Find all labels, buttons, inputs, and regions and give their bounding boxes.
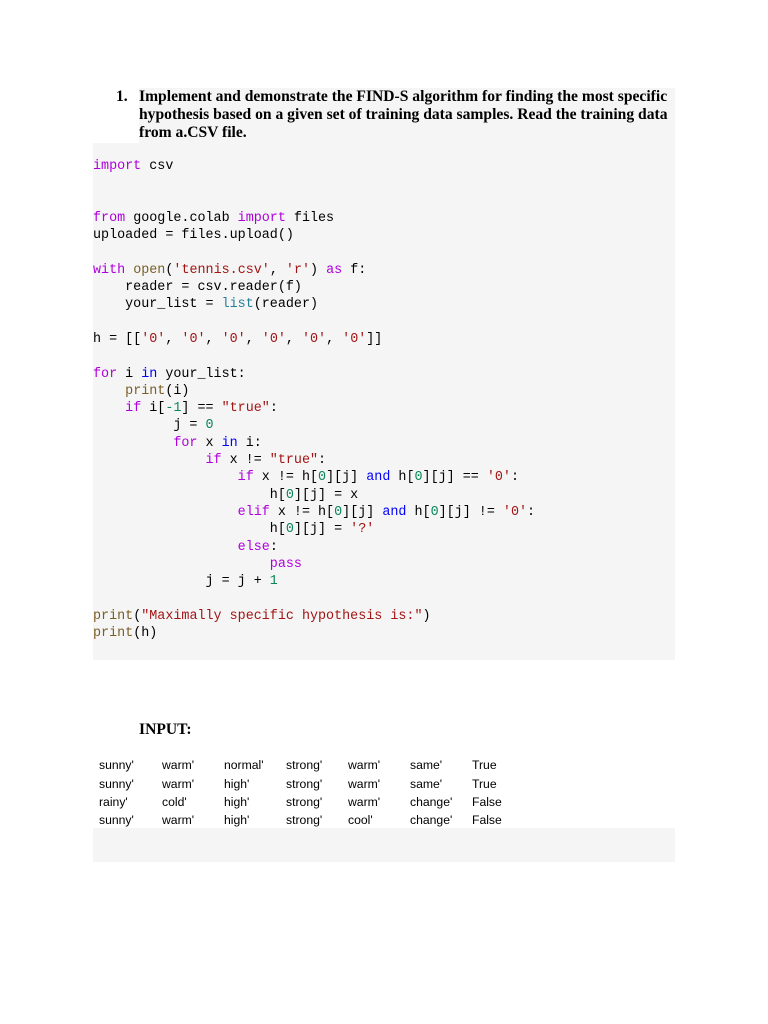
- code-token: and: [382, 504, 407, 520]
- code-token: '0': [486, 470, 511, 486]
- table-cell: high': [224, 776, 250, 791]
- code-token: your_list:: [157, 366, 246, 382]
- code-token: (reader): [253, 297, 319, 313]
- code-token: :: [269, 539, 278, 555]
- code-token: in: [221, 435, 238, 451]
- code-token: files: [285, 210, 335, 226]
- table-cell: False: [472, 813, 502, 828]
- code-token: h[: [93, 522, 286, 538]
- code-token: in: [141, 366, 158, 382]
- code-line: [93, 469, 535, 486]
- code-token: [93, 505, 238, 520]
- code-token: [125, 263, 133, 278]
- table-cell: change': [410, 794, 453, 809]
- code-token: x !=: [221, 453, 270, 469]
- code-line: [93, 348, 535, 365]
- task-number: 1.: [116, 88, 128, 105]
- table-row: [97, 756, 532, 774]
- code-line: [93, 210, 535, 227]
- code-token: :: [527, 504, 536, 520]
- table-cell: warm': [162, 758, 195, 773]
- code-token: ] ==: [181, 401, 222, 417]
- code-token: :: [269, 401, 278, 417]
- code-token: ][j] !=: [438, 504, 503, 520]
- code-token: (i): [165, 383, 190, 399]
- table-cell: same': [410, 758, 443, 773]
- table-cell: warm': [162, 813, 195, 828]
- code-token: ][j]: [326, 470, 367, 486]
- code-token: import: [93, 159, 142, 174]
- code-token: '0': [261, 331, 286, 347]
- code-line: [93, 608, 535, 625]
- code-token: if: [237, 470, 254, 486]
- table-cell: strong': [286, 776, 323, 791]
- code-token: import: [237, 210, 286, 226]
- table-cell: True: [472, 758, 497, 773]
- code-line: [93, 539, 535, 556]
- code-token: list: [221, 297, 254, 313]
- code-token: pass: [269, 556, 302, 572]
- code-block: [93, 158, 535, 642]
- code-line: [93, 279, 535, 296]
- code-line: [93, 158, 535, 175]
- code-token: -1: [165, 401, 182, 417]
- code-token: (: [165, 262, 174, 278]
- code-line: [93, 417, 535, 434]
- code-token: ][j] =: [293, 522, 351, 538]
- code-line: [93, 314, 535, 331]
- code-token: f:: [342, 262, 367, 278]
- table-cell: change': [410, 813, 453, 828]
- code-token: i[: [141, 401, 166, 417]
- code-token: 'r': [285, 262, 311, 278]
- table-row: [97, 793, 532, 811]
- code-line: [93, 193, 535, 210]
- code-token: print: [125, 383, 166, 399]
- code-token: ,: [205, 331, 222, 347]
- code-token: print: [93, 626, 134, 642]
- code-token: [93, 557, 270, 572]
- table-cell: strong': [286, 794, 323, 809]
- code-token: open: [133, 262, 166, 278]
- code-token: for: [173, 435, 198, 451]
- code-line: [93, 435, 535, 452]
- task-description: Implement and demonstrate the FIND-S algorithm for finding the most specific hypothesis based on a given set of training data samples. Read the training data from a.CSV file.: [139, 88, 668, 141]
- code-token: ,: [285, 331, 302, 347]
- code-token: 1: [269, 574, 278, 590]
- code-token: '0': [502, 504, 528, 520]
- code-token: ]]: [366, 331, 383, 347]
- code-token: "Maximally specific hypothesis is:": [141, 608, 423, 624]
- code-line: [93, 296, 535, 313]
- table-cell: True: [472, 776, 497, 791]
- code-token: [93, 453, 206, 468]
- code-token: ,: [165, 331, 182, 347]
- code-token: your_list =: [93, 297, 222, 313]
- code-token: :: [510, 470, 519, 486]
- table-cell: warm': [348, 776, 381, 791]
- code-token: print: [93, 608, 134, 624]
- code-token: for: [93, 366, 118, 382]
- code-token: [93, 540, 238, 555]
- table-cell: same': [410, 776, 443, 791]
- code-token: j = j +: [93, 574, 270, 590]
- table-cell: warm': [348, 758, 381, 773]
- code-token: "true": [269, 453, 319, 469]
- code-token: [93, 401, 125, 416]
- code-token: from: [93, 210, 126, 226]
- code-line: [93, 504, 535, 521]
- code-token: 0: [430, 504, 439, 520]
- code-token: "true": [221, 401, 270, 417]
- code-token: :: [318, 453, 327, 469]
- table-cell: normal': [224, 758, 264, 773]
- table-cell: strong': [286, 758, 323, 773]
- code-line: [93, 521, 535, 538]
- table-cell: warm': [162, 776, 195, 791]
- code-token: ][j]: [342, 504, 383, 520]
- code-line: [93, 331, 535, 348]
- code-line: [93, 366, 535, 383]
- code-token: '0': [301, 331, 327, 347]
- code-token: 0: [285, 522, 294, 538]
- code-line: [93, 244, 535, 261]
- code-token: (: [133, 608, 142, 624]
- code-line: [93, 556, 535, 573]
- code-token: '?': [350, 522, 375, 538]
- table-cell: warm': [348, 794, 381, 809]
- code-token: '0': [342, 331, 367, 347]
- code-token: '0': [141, 331, 166, 347]
- code-token: 0: [334, 504, 343, 520]
- code-token: [93, 436, 173, 451]
- table-cell: high': [224, 813, 250, 828]
- code-token: h[: [93, 487, 286, 503]
- code-line: [93, 400, 535, 417]
- code-token: x != h[: [269, 504, 335, 520]
- code-token: 0: [285, 487, 294, 503]
- table-cell: sunny': [99, 776, 134, 791]
- code-line: [93, 452, 535, 469]
- code-line: [93, 227, 535, 244]
- input-data-table: [97, 756, 532, 830]
- empty-shaded-block: [93, 828, 675, 862]
- code-token: else: [237, 539, 270, 555]
- code-token: if: [205, 453, 222, 469]
- code-token: 'tennis.csv': [173, 262, 270, 278]
- code-token: ,: [269, 262, 286, 278]
- code-token: 0: [318, 470, 327, 486]
- input-heading: INPUT:: [139, 721, 192, 738]
- table-row: [97, 811, 532, 829]
- code-token: 0: [205, 418, 214, 434]
- table-cell: high': [224, 794, 250, 809]
- code-line: [93, 573, 535, 590]
- code-line: [93, 175, 535, 192]
- code-token: ][j] = x: [293, 487, 359, 503]
- code-token: '0': [181, 331, 206, 347]
- code-token: i: [117, 366, 142, 382]
- code-token: (h): [133, 626, 158, 642]
- code-token: ,: [326, 331, 343, 347]
- table-cell: sunny': [99, 813, 134, 828]
- code-token: '0': [221, 331, 246, 347]
- table-cell: False: [472, 794, 502, 809]
- table-cell: rainy': [99, 794, 128, 809]
- code-token: ][j] ==: [422, 470, 487, 486]
- code-line: [93, 625, 535, 642]
- code-token: reader = csv.reader(f): [93, 280, 302, 296]
- code-token: uploaded = files.upload(): [93, 228, 294, 244]
- code-token: [93, 470, 238, 485]
- code-token: [93, 384, 125, 399]
- table-row: [97, 774, 532, 792]
- code-token: ): [310, 262, 327, 278]
- table-cell: strong': [286, 813, 323, 828]
- code-token: h[: [406, 504, 431, 520]
- code-line: [93, 262, 535, 279]
- code-token: j =: [93, 418, 206, 434]
- code-token: as: [326, 262, 343, 278]
- code-token: and: [366, 470, 391, 486]
- code-token: elif: [237, 504, 270, 520]
- code-token: google.colab: [125, 210, 238, 226]
- code-token: i:: [237, 435, 262, 451]
- code-token: h[: [390, 470, 415, 486]
- code-line: [93, 487, 535, 504]
- code-token: x: [197, 435, 222, 451]
- code-line: [93, 590, 535, 607]
- code-token: if: [125, 401, 142, 417]
- table-cell: cool': [348, 813, 373, 828]
- code-token: x != h[: [253, 470, 319, 486]
- code-line: [93, 383, 535, 400]
- table-cell: sunny': [99, 758, 134, 773]
- code-token: h = [[: [93, 331, 142, 347]
- code-token: csv: [141, 159, 174, 174]
- code-token: with: [93, 262, 126, 278]
- code-token: ): [422, 608, 431, 624]
- table-cell: cold': [162, 794, 187, 809]
- code-token: ,: [245, 331, 262, 347]
- code-token: 0: [414, 470, 423, 486]
